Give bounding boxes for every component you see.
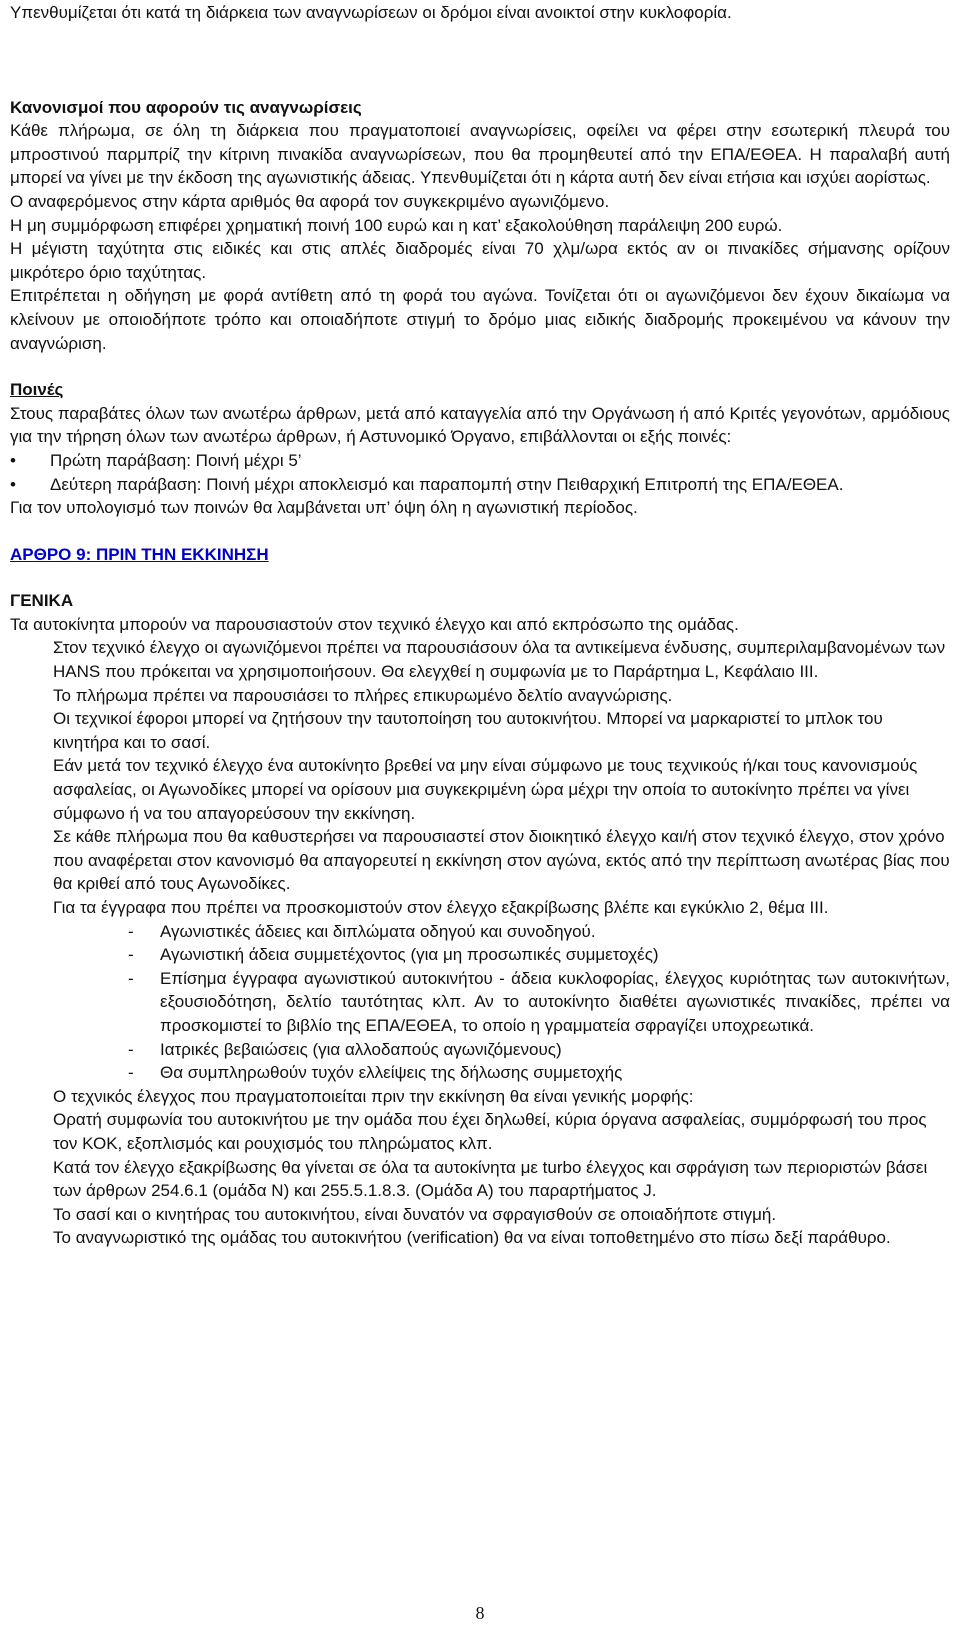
dash-icon: -: [128, 968, 134, 988]
intro-text: Υπενθυμίζεται ότι κατά τη διάρκεια των αναγνωρίσεων οι δρόμοι είναι ανοικτοί στην κυκλοφορία.: [10, 3, 732, 22]
article-title-row: [10, 543, 950, 567]
page-number: 8: [475, 1603, 485, 1623]
dash-text: Θα συμπληρωθούν τυχόν ελλείψεις της δήλωσης συμμετοχής: [160, 1063, 623, 1083]
regulations-paragraph: Κάθε πλήρωμα, σε όλη τη διάρκεια που πραγματοποιεί αναγνωρίσεις, οφείλει να φέρει στην εσωτερική πλευρά του μπροστινού παρμπρίζ την κίτρινη πινακίδα αναγνωρίσεων, που θα προμηθευτεί από την ΕΠΑ/ΕΘΕΑ. Η παραλαβή αυτή μπορεί να γίνει με την έκδοση της αγωνιστικής άδειας. Υπενθυμίζεται ότι η κάρτα αυτή δεν είναι ετήσια και ισχύει αορίστως.: [10, 121, 950, 188]
bullet-text: Πρώτη παράβαση: Ποινή μέχρι 5’: [50, 450, 302, 470]
general-paragraph: Για τα έγγραφα που πρέπει να προσκομιστούν στον έλεγχο εξακρίβωσης βλέπε και εγκύκλιο 2, θέμα III.: [53, 898, 829, 917]
list-item: [10, 1061, 950, 1085]
dash-text: Αγωνιστική άδεια συμμετέχοντος (για μη προσωπικές συμμετοχές): [160, 945, 659, 965]
dash-icon: -: [128, 945, 134, 965]
list-item: [10, 449, 950, 473]
dash-icon: -: [128, 1039, 134, 1059]
bullet-text: Δεύτερη παράβαση: Ποινή μέχρι αποκλεισμό και παραπομπή στην Πειθαρχική Επιτροπή της ΕΠΑ/ΕΘΕΑ.: [50, 474, 844, 494]
penalties-heading: Ποινές: [10, 380, 64, 400]
dash-text: Αγωνιστικές άδειες και διπλώματα οδηγού και συνοδηγού.: [160, 921, 596, 941]
list-item: [10, 920, 950, 944]
regulations-paragraph: Η μέγιστη ταχύτητα στις ειδικές και στις απλές διαδρομές είναι 70 χλμ/ωρα εκτός αν οι πινακίδες σήμανσης ορίζουν μικρότερο όριο ταχύτητας.: [10, 239, 950, 282]
dash-text: Ιατρικές βεβαιώσεις (για αλλοδαπούς αγωνιζόμενους): [160, 1039, 562, 1059]
general-paragraph: Ορατή συμφωνία του αυτοκινήτου με την ομάδα που έχει δηλωθεί, κύρια όργανα ασφαλείας, συμμόρφωσή του προς τον ΚΟΚ, εξοπλισμός και ρουχισμός του πληρώματος κλπ.: [53, 1110, 927, 1153]
dash-text: Επίσημα έγγραφα αγωνιστικού αυτοκινήτου - άδεια κυκλοφορίας, έλεγχος κυριότητας των αυτοκινήτων, εξουσιοδότηση, δελτίο ταυτότητας κλπ. Αν το αυτοκίνητο διαθέτει αγωνιστικές πινακίδες, πρέπει να προσκομιστεί το βιβλίο της ΕΠΑ/ΕΘΕΑ, το οποίο η γραμματεία σφραγίζει υποχρεωτικά.: [160, 968, 950, 1035]
regulations-heading: Κανονισμοί που αφορούν τις αναγνωρίσεις: [10, 97, 362, 117]
general-intro: Τα αυτοκίνητα μπορούν να παρουσιαστούν στον τεχνικό έλεγχο και από εκπρόσωπο της ομάδας.: [10, 614, 739, 634]
general-paragraph: Εάν μετά τον τεχνικό έλεγχο ένα αυτοκίνητο βρεθεί να μην είναι σύμφωνο με τους τεχνικούς ή/και τους κανονισμούς ασφαλείας, οι Αγωνοδίκες μπορεί να ορίσουν μια συγκεκριμένη ώρα μέχρι την οποία το αυτοκίνητο πρέπει να γίνει σύμφωνο ή να του απαγορεύσουν την εκκίνηση.: [53, 756, 918, 823]
general-paragraph: Το πλήρωμα πρέπει να παρουσιάσει το πλήρες επικυρωμένο δελτίο αναγνώρισης.: [53, 685, 673, 705]
penalties-closing: Για τον υπολογισμό των ποινών θα λαμβάνεται υπ’ όψη όλη η αγωνιστική περίοδος.: [10, 498, 638, 518]
general-paragraph: Οι τεχνικοί έφοροι μπορεί να ζητήσουν την ταυτοποίηση του αυτοκινήτου. Μπορεί να μαρκαριστεί το μπλοκ του κινητήρα και το σασί.: [53, 709, 883, 752]
general-paragraph: Στον τεχνικό έλεγχο οι αγωνιζόμενοι πρέπει να παρουσιάσουν όλα τα αντικείμενα ένδυσης, συμπεριλαμβανομένων των HANS που πρόκειται να χρησιμοποιήσουν. Θα ελεγχθεί η συμφωνία με το Παράρτημα L, Κεφάλαιο III.: [53, 638, 946, 682]
list-item: [10, 1038, 950, 1062]
regulations-paragraph: Η μη συμμόρφωση επιφέρει χρηματική ποινή 100 ευρώ και η κατ’ εξακολούθηση παράλειψη 200 ευρώ.: [10, 215, 783, 235]
bullet-icon: •: [10, 450, 16, 470]
list-item: [10, 967, 950, 1038]
general-paragraph: Σε κάθε πλήρωμα που θα καθυστερήσει να παρουσιαστεί στον διοικητικό έλεγχο και/ή στον τεχνικό έλεγχο, στον χρόνο που αναφέρεται στον κανονισμό θα απαγορευτεί η εκκίνηση στον αγώνα, εκτός από την περίπτωση ανωτέρας βίας που θα κριθεί από τους Αγωνοδίκες.: [53, 827, 950, 894]
bullet-icon: •: [10, 474, 16, 494]
penalties-intro: Στους παραβάτες όλων των ανωτέρω άρθρων, μετά από καταγγελία από την Οργάνωση ή από Κριτές γεγονότων, αρμόδιους για την τήρηση όλων των ανωτέρω άρθρων, ή Αστυνομικό Όργανο, επιβάλλονται οι εξής ποινές:: [10, 403, 950, 447]
dash-icon: -: [128, 1063, 134, 1083]
general-closing-section: [10, 1085, 950, 1250]
regulations-paragraph: Επιτρέπεται η οδήγηση με φορά αντίθετη από τη φορά του αγώνα. Τονίζεται ότι οι αγωνιζόμενοι δεν έχουν δικαίωμα να κλείνουν με οποιοδήποτε τρόπο και οποιαδήποτε στιγμή το δρόμο μιας ειδικής διαδρομής προκειμένου να κάνουν την αναγνώριση.: [10, 286, 950, 353]
list-item: [10, 473, 950, 497]
list-item: [10, 943, 950, 967]
regulations-paragraph: Ο αναφερόμενος στην κάρτα αριθμός θα αφορά τον συγκεκριμένο αγωνιζόμενο.: [10, 191, 610, 211]
general-paragraph: Το σασί και ο κινητήρας του αυτοκινήτου, είναι δυνατόν να σφραγισθούν σε οποιαδήποτε στιγμή.: [53, 1204, 777, 1224]
article-title-link[interactable]: ΑΡΘΡΟ 9: ΠΡΙΝ ΤΗΝ ΕΚΚΙΝΗΣΗ: [10, 544, 269, 564]
general-indented-section: [10, 636, 950, 919]
dash-icon: -: [128, 921, 134, 941]
document-page: [10, 0, 950, 1250]
general-heading: ΓΕΝΙΚΑ: [10, 591, 74, 611]
general-paragraph: Κατά τον έλεγχο εξακρίβωσης θα γίνεται σε όλα τα αυτοκίνητα με turbo έλεγχος και σφράγιση των περιοριστών βάσει των άρθρων 254.6.1 (ομάδα Ν) και 255.5.1.8.3. (Ομάδα Α) του παραρτήματος J.: [53, 1157, 928, 1201]
general-paragraph: Ο τεχνικός έλεγχος που πραγματοποιείται πριν την εκκίνηση θα είναι γενικής μορφής:: [53, 1086, 694, 1106]
general-paragraph: Το αναγνωριστικό της ομάδας του αυτοκινήτου (verification) θα να είναι τοποθετημένο στο πίσω δεξί παράθυρο.: [53, 1228, 891, 1248]
